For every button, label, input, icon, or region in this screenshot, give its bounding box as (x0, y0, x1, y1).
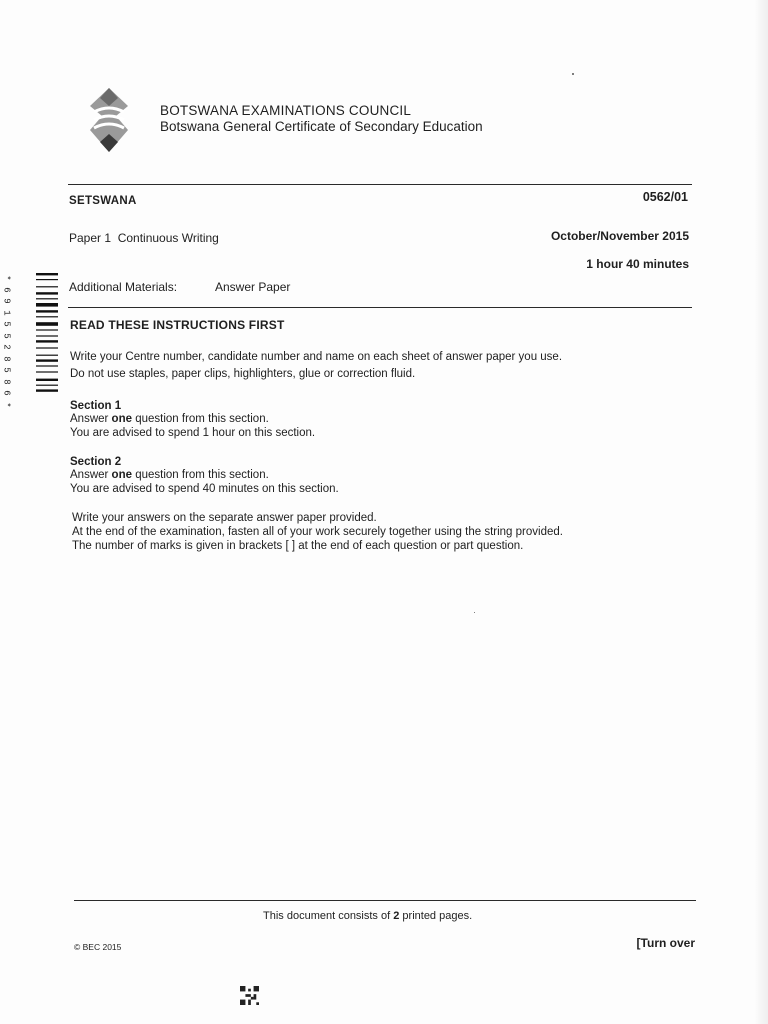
closing-line: The number of marks is given in brackets [ ] at the end of each question or part question. (72, 540, 524, 552)
general-instructions (70, 350, 562, 381)
barcode-digit: 6 (1, 390, 12, 396)
section-2-line-2: You are advised to spend 40 minutes on this section. (70, 483, 339, 495)
barcode-icon (36, 273, 58, 411)
barcode-digit: 6 (1, 286, 12, 293)
instructions-heading: READ THESE INSTRUCTIONS FIRST (70, 318, 285, 332)
barcode-digit: 5 (1, 367, 12, 373)
barcode-digit: * (1, 275, 12, 281)
qr-code-icon (240, 986, 259, 1005)
section-1-line-2: You are advised to spend 1 hour on this section. (70, 427, 316, 439)
section-1-line-1-post: question from this section. (132, 413, 269, 425)
section-1-line-1-bold: one (111, 413, 132, 425)
divider-top (68, 184, 692, 185)
section-2-heading: Section 2 (70, 456, 122, 468)
page-count-pre: This document consists of (263, 910, 394, 922)
section-2-line-1-post: question from this section. (132, 469, 269, 481)
barcode-digit: 2 (1, 344, 12, 350)
section-2-line-1-bold: one (111, 469, 132, 481)
section-1-heading: Section 1 (70, 400, 122, 412)
organisation-name: BOTSWANA EXAMINATIONS COUNCIL (160, 103, 412, 118)
barcode-digit: 8 (1, 355, 12, 362)
page-count-post: printed pages. (399, 910, 473, 922)
closing-instructions (72, 511, 563, 553)
closing-line: Write your answers on the separate answer paper provided. (72, 512, 377, 524)
divider-middle (68, 307, 692, 308)
paper-speck (572, 73, 574, 75)
divider-bottom (74, 900, 696, 901)
exam-duration: 1 hour 40 minutes (586, 257, 689, 271)
section-2-line-1-pre: Answer (70, 469, 112, 481)
barcode-digit: 1 (1, 309, 12, 316)
instruction-line: Write your Centre number, candidate number and name on each sheet of answer paper you use. (70, 351, 563, 363)
barcode-number (1, 273, 30, 411)
section-2-block (70, 456, 339, 496)
barcode-digit: 8 (1, 378, 12, 385)
copyright-notice: © BEC 2015 (74, 942, 122, 952)
page-edge-shadow (754, 0, 768, 1024)
bec-logo-icon (86, 86, 132, 154)
barcode-digit: 9 (1, 298, 12, 304)
paper-code: 0562/01 (642, 190, 688, 204)
barcode-digit: 5 (1, 332, 12, 339)
barcode-digit: 5 (1, 321, 12, 327)
section-1-line-1-pre: Answer (70, 413, 112, 425)
certificate-title: Botswana General Certificate of Secondary Education (160, 119, 483, 134)
barcode-digit: * (1, 401, 12, 408)
turn-over-note: [Turn over (636, 936, 695, 950)
section-2-line-1 (70, 468, 339, 482)
page-count-number: 2 (393, 910, 400, 922)
page-count-note (263, 910, 472, 922)
closing-line: At the end of the examination, fasten all of your work securely together using the string provided. (72, 526, 563, 538)
subject-title: SETSWANA (69, 195, 137, 207)
paper-name: Paper 1 Continuous Writing (69, 231, 219, 245)
paper-speck (474, 612, 475, 613)
section-1-block (70, 400, 315, 440)
section-1-line-1 (70, 412, 315, 426)
instruction-line: Do not use staples, paper clips, highlighters, glue or correction fluid. (70, 368, 416, 380)
exam-session: October/November 2015 (550, 229, 689, 243)
materials-label: Additional Materials: (69, 280, 178, 294)
materials-value: Answer Paper (215, 280, 291, 294)
